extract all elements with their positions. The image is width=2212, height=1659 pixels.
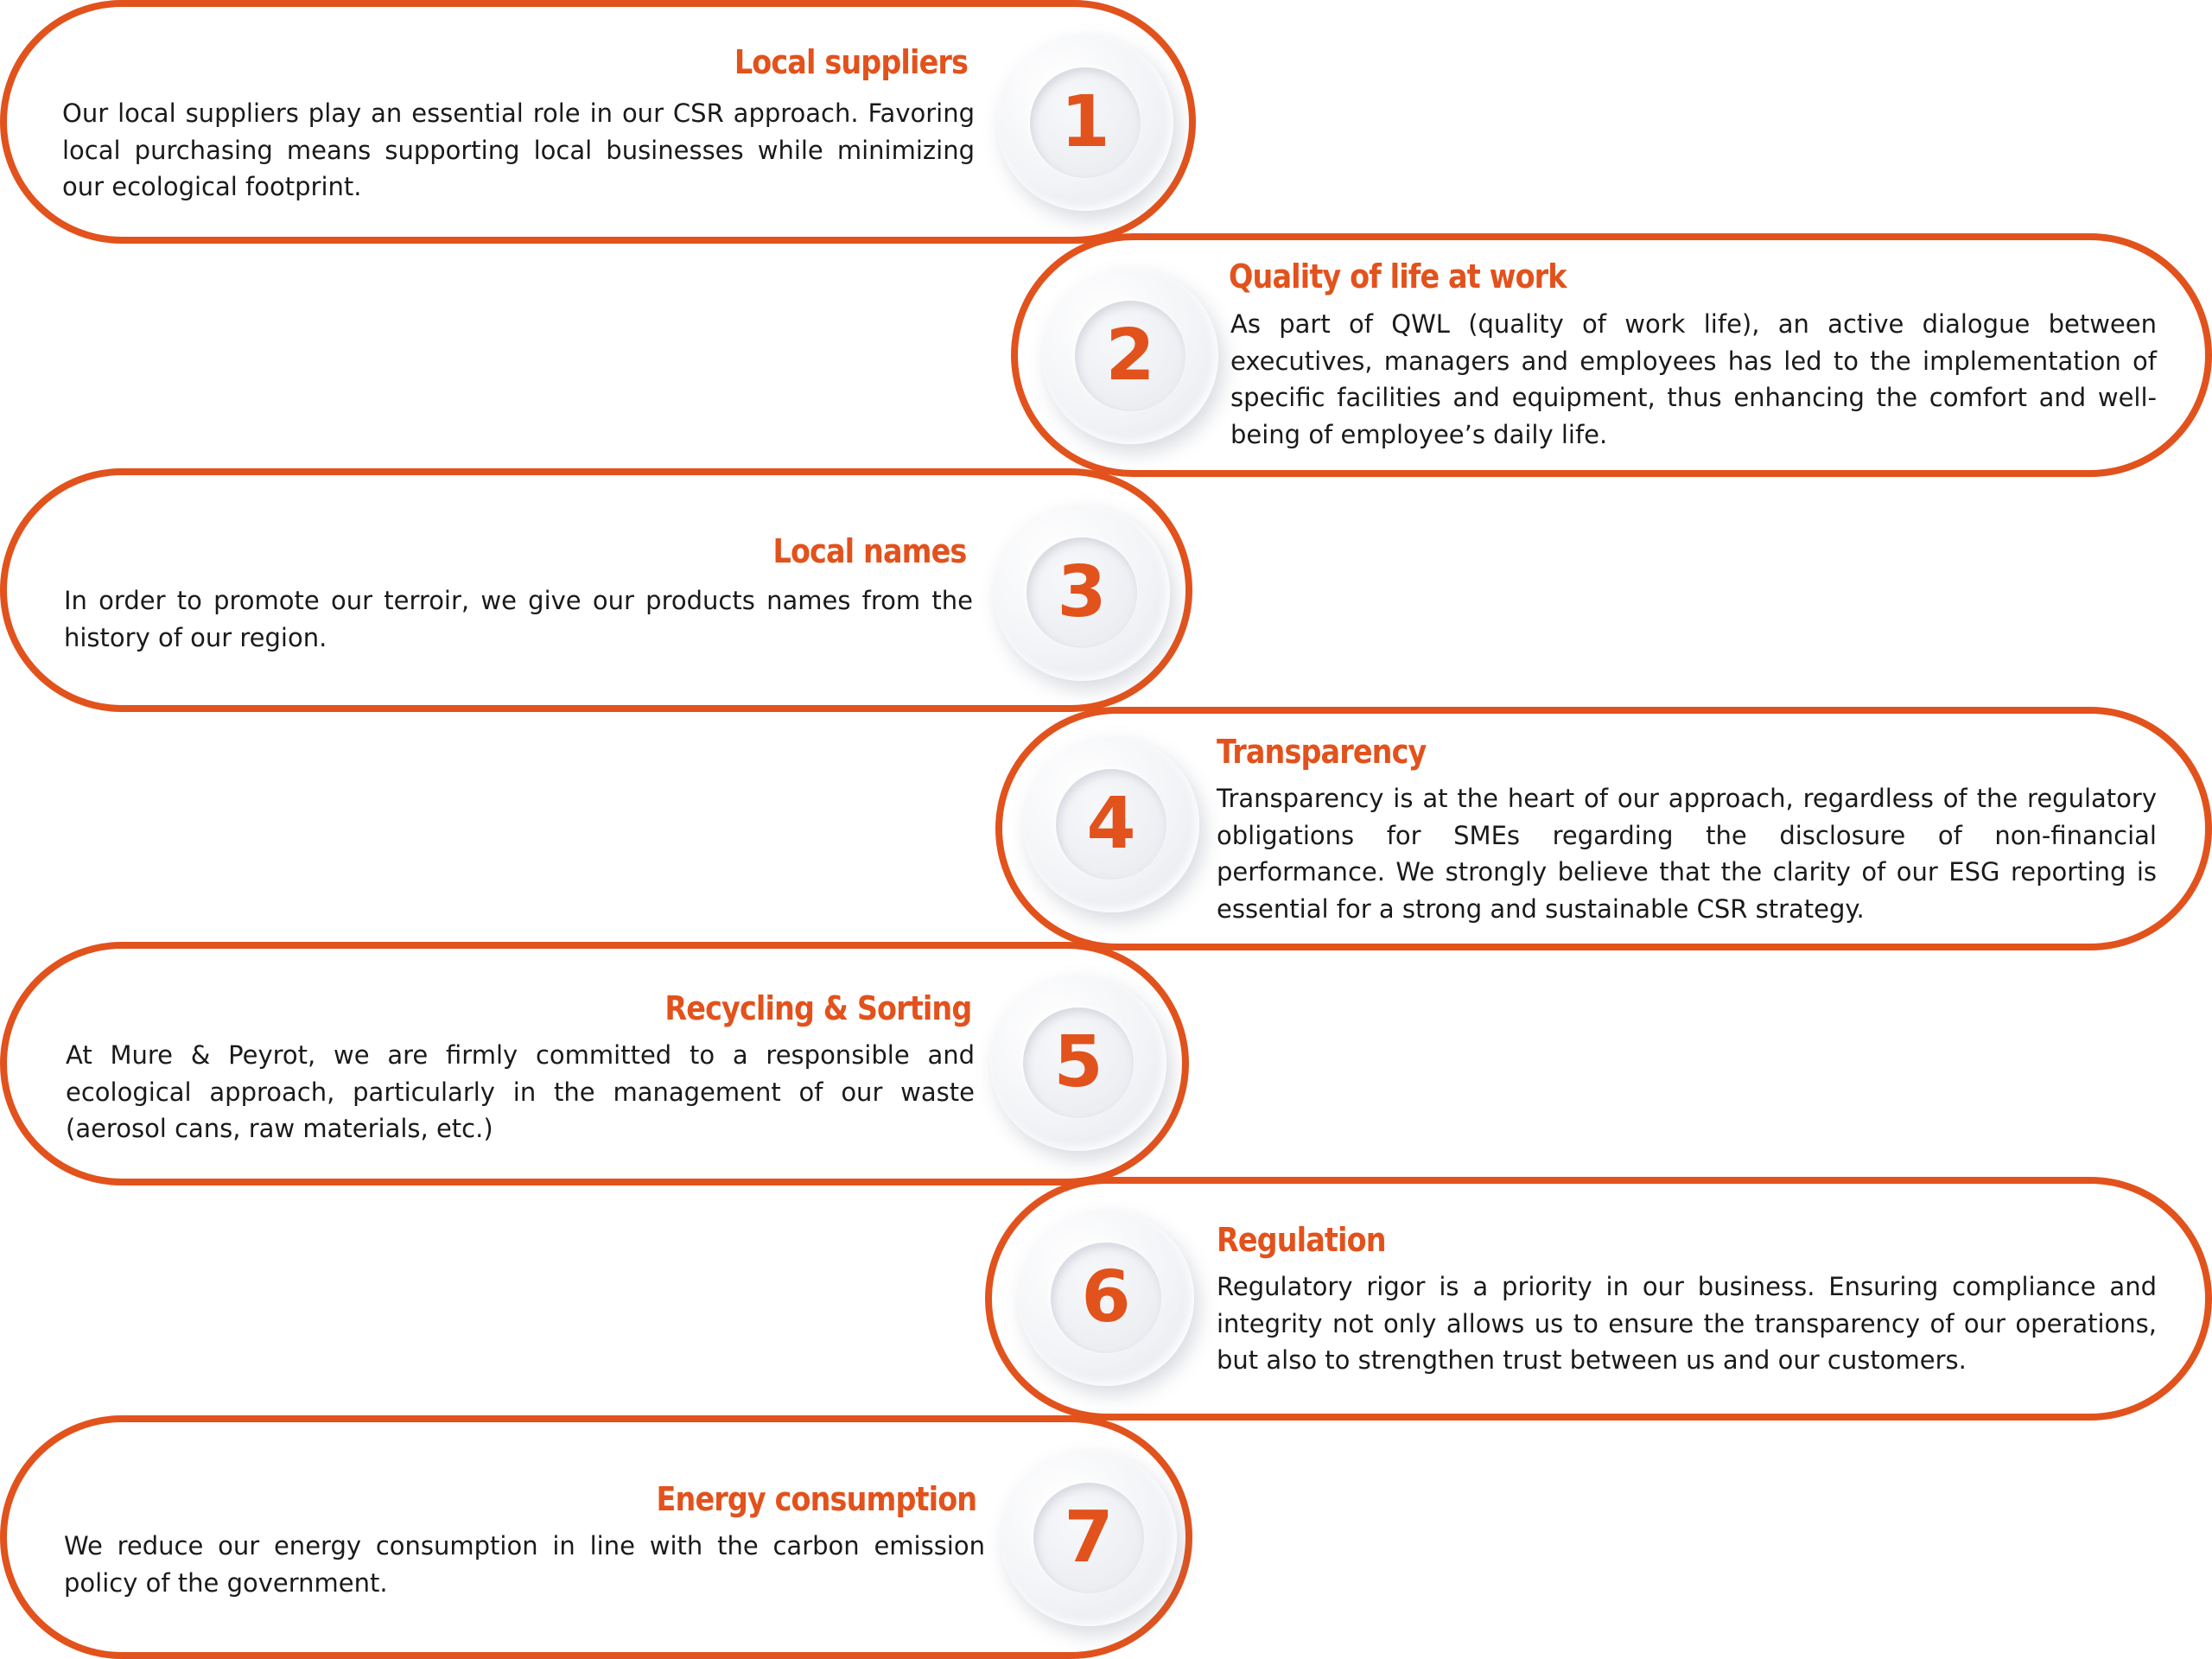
item-1-number: 1: [1060, 81, 1110, 163]
item-1-title: Local suppliers: [734, 43, 968, 81]
item-2-text: As part of QWL (quality of work life), an active dialogue between executives, managers and employees has led to the implementation of specific facilities and equipment, thus enhancing the comfort and well-being of employee’s daily life.: [1230, 309, 2157, 449]
item-3-number-badge: [994, 505, 1170, 681]
item-7-text: We reduce our energy consumption in line with the carbon emission policy of the government.: [64, 1531, 985, 1598]
item-2-number-badge: [1042, 268, 1218, 444]
item-4-number-badge: [1023, 736, 1199, 912]
item-1-text: Our local suppliers play an essential role in our CSR approach. Favoring local purchasing means supporting local businesses while minimizing our ecological footprint.: [62, 99, 975, 201]
item-7-number: 7: [1064, 1497, 1114, 1579]
item-3-title: Local names: [772, 532, 966, 570]
item-3-number: 3: [1057, 551, 1107, 633]
item-5-title: Recycling & Sorting: [664, 989, 971, 1027]
item-2-number: 2: [1105, 315, 1155, 397]
item-4-number: 4: [1086, 783, 1136, 865]
item-1-number-badge: [997, 35, 1173, 211]
item-6-number-badge: [1018, 1210, 1194, 1386]
item-6-text: Regulatory rigor is a priority in our business. Ensuring compliance and integrity not only allows us to ensure the transparency of our operations, but also to strengthen trust between us and our customers.: [1217, 1272, 2157, 1375]
item-5-number-badge: [990, 975, 1166, 1151]
item-7-title: Energy consumption: [656, 1480, 976, 1518]
item-4-title: Transparency: [1217, 733, 1427, 771]
item-4-text: Transparency is at the heart of our approach, regardless of the regulatory obligations for SMEs regarding the disclosure of non-financial performance. We strongly believe that the clarity of our ESG reporting is essential for a strong and sustainable CSR strategy.: [1217, 784, 2157, 924]
item-3-text: In order to promote our terroir, we give our products names from the history of our region.: [64, 586, 973, 652]
item-5-text: At Mure & Peyrot, we are firmly committed to a responsible and ecological approach, particularly in the management of our waste (aerosol cans, raw materials, etc.): [66, 1040, 975, 1143]
item-2-title: Quality of life at work: [1229, 257, 1567, 296]
item-5-number: 5: [1053, 1021, 1103, 1103]
item-6-title: Regulation: [1217, 1221, 1386, 1259]
item-6-number: 6: [1081, 1256, 1131, 1338]
item-7-number-badge: [1001, 1450, 1177, 1626]
